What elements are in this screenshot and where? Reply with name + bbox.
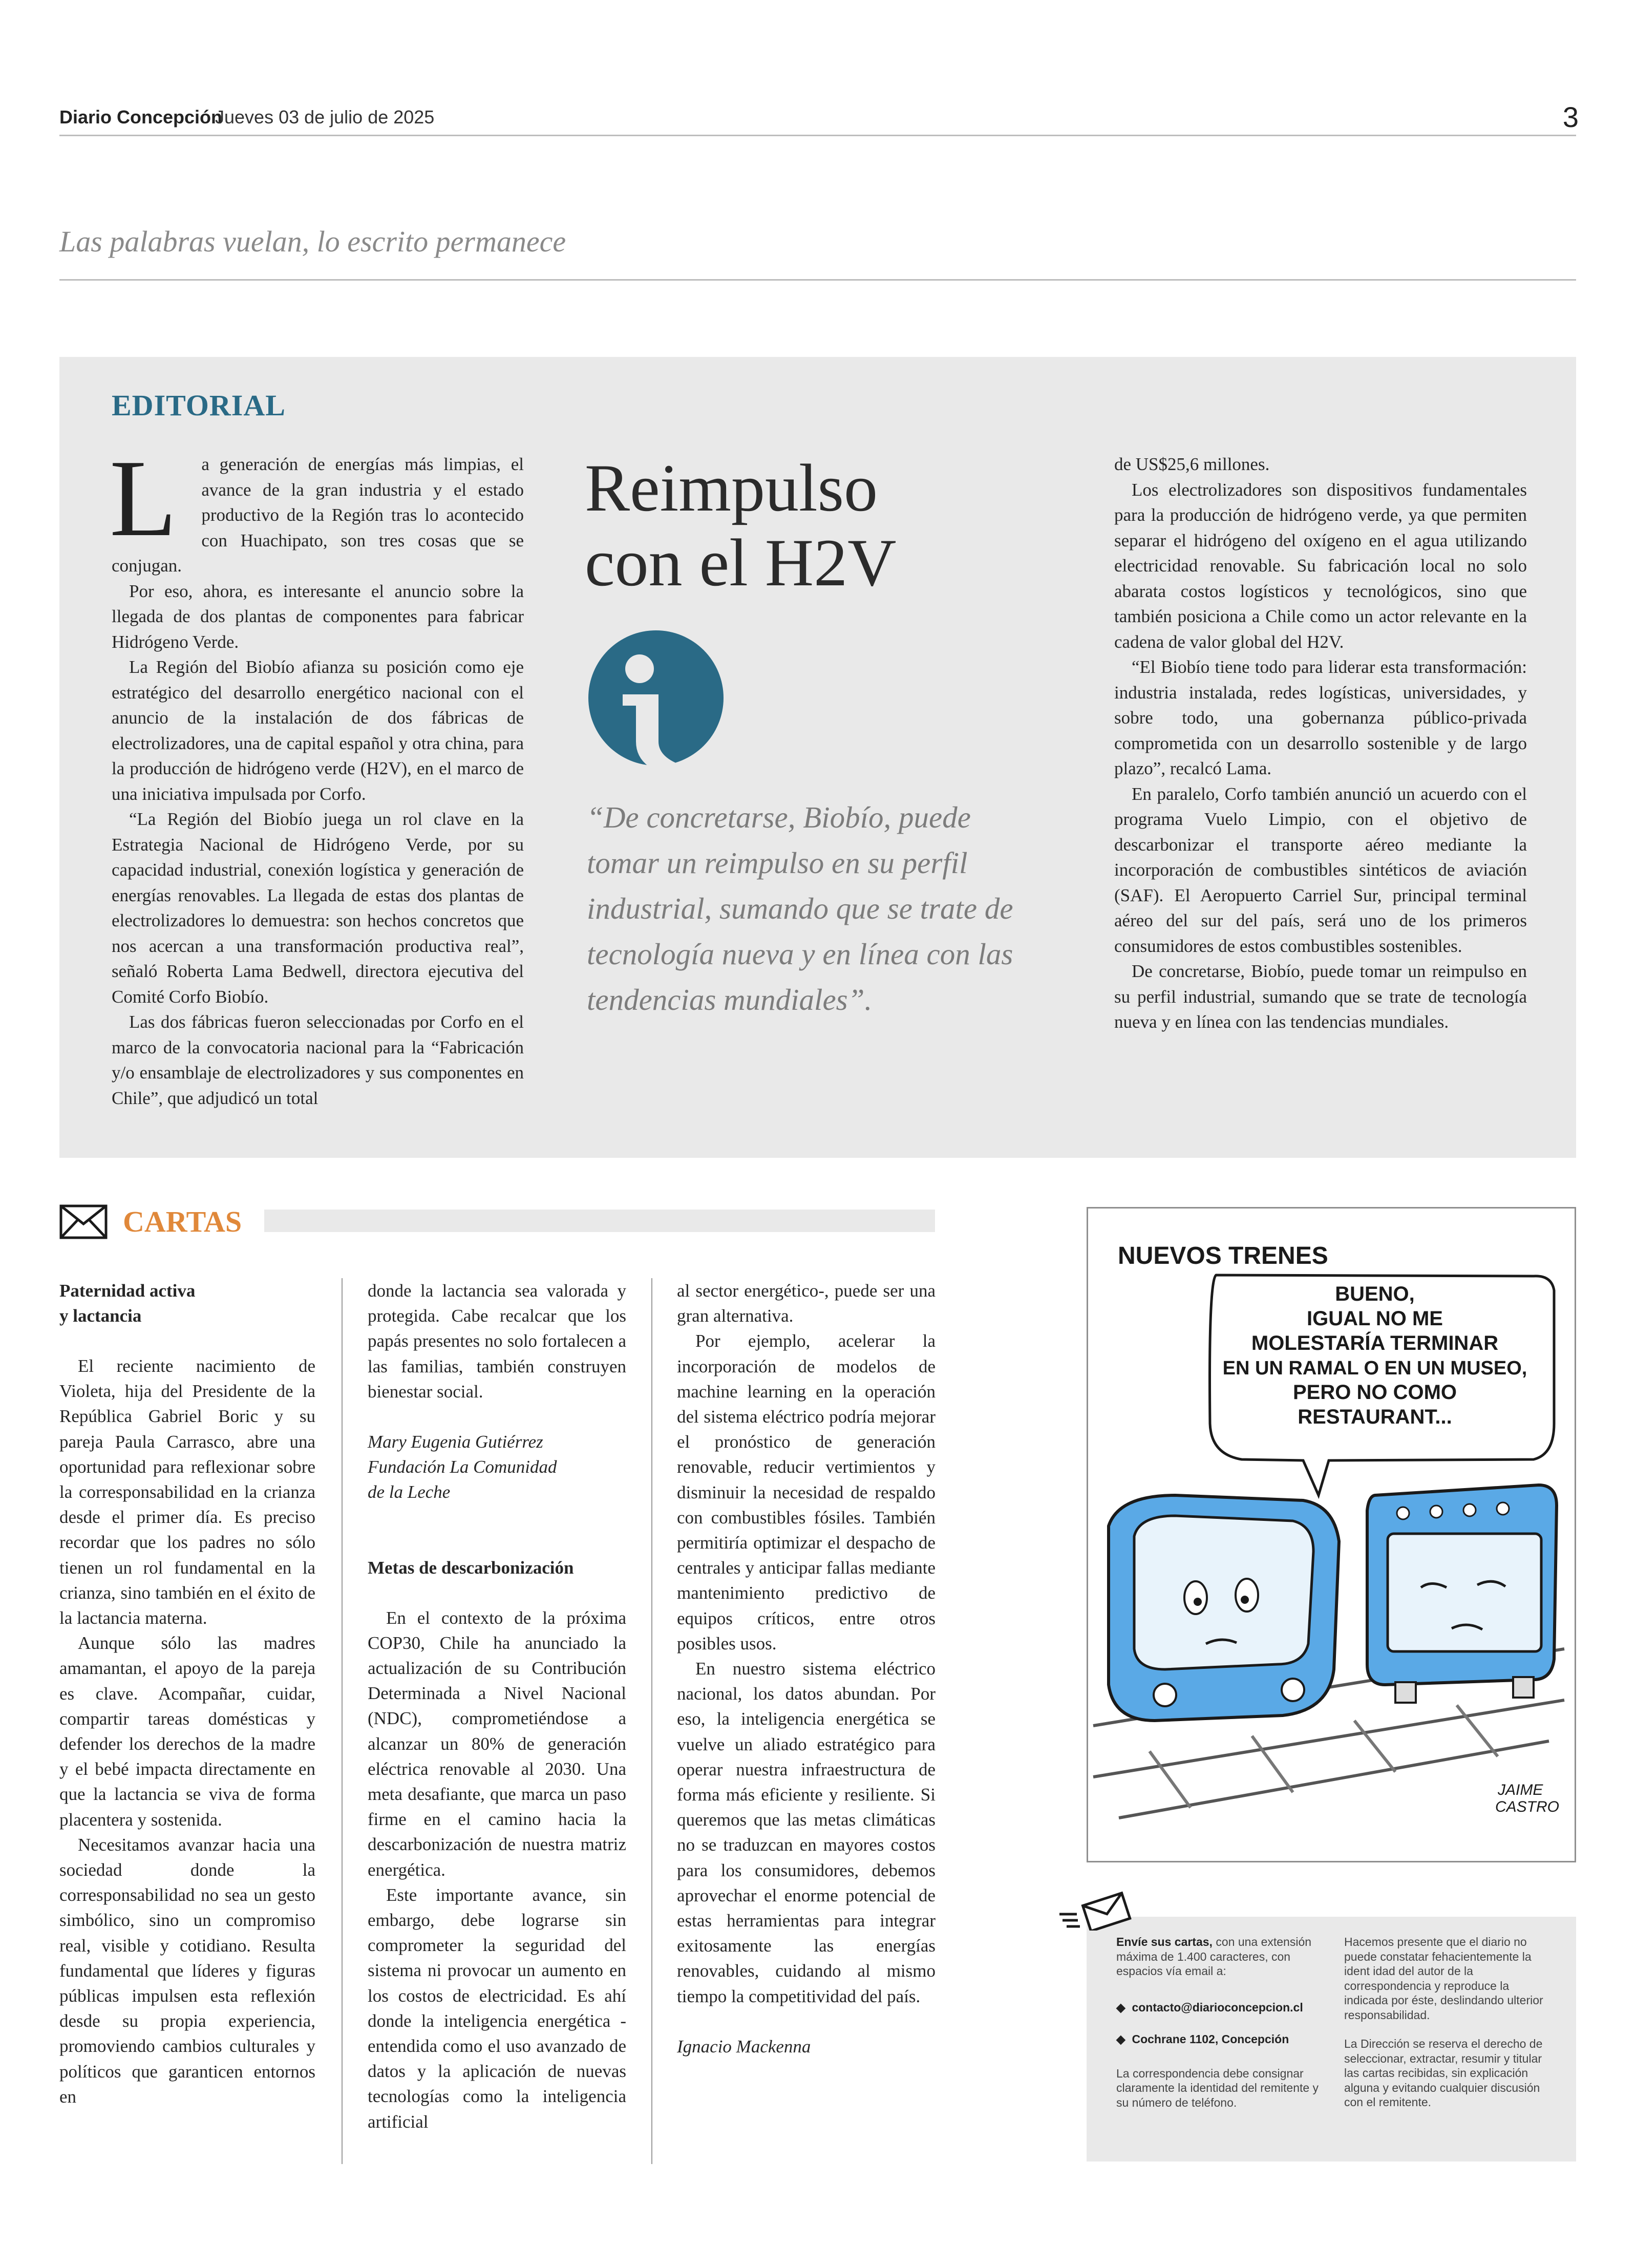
info-address: ◆ Cochrane 1102, Concepción [1116,2032,1289,2046]
info-note: La Dirección se reserva el derecho de seleccionar, extractar, resumir y titular las cartas recibidas, sin explicación alguna y evitando cualquier discusión con el remitente. [1344,2037,1543,2109]
speech-line: MOLESTARÍA TERMINAR [1251,1332,1499,1354]
newspaper-name: Diario Concepción [59,107,223,128]
editorial-title-line: con el H2V [585,525,897,600]
cartoonist-signature: CASTRO [1495,1798,1560,1815]
editorial-title-line: Reimpulso [585,450,878,525]
info-note: Hacemos presente que el diario no puede constatar fehacientemente la ident idad del autor de la correspondencia y reproduce la indicada por éste, deslindando ulterior responsabilidad. [1344,1935,1543,2022]
editorial-label: EDITORIAL [112,389,286,422]
cartoon-title: NUEVOS TRENES [1118,1242,1328,1269]
speech-line: RESTAURANT... [1298,1406,1452,1428]
cartas-header-bar [264,1210,935,1232]
letter-paragraph: Necesitamos avanzar hacia una sociedad donde la corresponsabilidad no sea un gesto simbólico, sino un compromiso real, visible y cotidiano. Resulta fundamental que líderes y figuras públicas impulsen esta reflexión desde su propia experiencia, promoviendo cambios culturales y políticos que garanticen entornos en [59,1834,315,2107]
letter-paragraph: Aunque sólo las madres amamantan, el apoyo de la pareja es clave. Acompañar, cuidar, compartir tareas domésticas y defender los derechos de la madre y el bebé impacta directamente en que la lactancia se viva de forma placentera y sostenida. [59,1633,315,1830]
envelope-icon [59,1204,108,1239]
letter-signature: Mary Eugenia Gutiérrez Fundación La Comunidad de la Leche [368,1432,557,1502]
info-email[interactable]: ◆ contacto@diarioconcepcion.cl [1116,2000,1303,2014]
editorial-paragraph: En paralelo, Corfo también anunció un acuerdo con el programa Vuelo Limpio, con el objetivo de descarbonizar el transporte aéreo mediante la incorporación de combustibles sintéticos de aviación (SAF). El Aeropuerto Carriel Sur, principal terminal aéreo del sur del país, será uno de los primeros consumidores de estos combustibles sostenibles. [1114,783,1527,956]
motto-rule [59,279,1576,281]
letters-column-1 [59,1278,315,2109]
letter-paragraph: En el contexto de la próxima COP30, Chile ha anunciado la actualización de su Contribución Determinada a Nivel Nacional (NDC), comprometiéndose a alcanzar un 80% de generación eléctrica renovable al 2030. Una meta desafiante, que marca un paso firme en el camino hacia la descarbonización de nuestra matriz energética. [368,1607,626,1880]
info-right-column [1344,1935,1554,2110]
letter-title: Metas de descarbonización [368,1557,574,1578]
page-number: 3 [1562,101,1579,133]
letters-column-2 [368,1278,626,2134]
letter-paragraph: En nuestro sistema eléctrico nacional, los datos abundan. Por eso, la inteligencia energética se vuelve un aliado estratégico para operar nuestra infraestructura de forma más eficiente y resiliente. Si queremos que las metas climáticas no se traduzcan en mayores costos para los consumidores, debemos aprovechar el enorme potencial de estas herramientas para integrar exitosamente las energías renovables, cuidando al mismo tiempo la competitividad del país. [677,1659,936,2006]
letter-paragraph: al sector energético-, puede ser una gran alternativa. [677,1281,936,1326]
editorial-paragraph: “La Región del Biobío juega un rol clave en la Estrategia Nacional de Hidrógeno Verde, por su capacidad industrial, conexión logística y generación de energías renovables. La llegada de estas dos plantas de electrolizadores lo demuestra: son hechos concretos que nos acercan a una transformación productiva real”, señaló Roberta Lama Bedwell, directora ejecutiva del Comité Corfo Biobío. [112,809,524,1007]
letter-paragraph: Este importante avance, sin embargo, debe lograrse sin comprometer la seguridad del sistema ni provocar un aumento en los costos de electricidad. Es ahí donde la inteligencia energética -entendida como el uso avanzado de datos y la aplicación de nuevas tecnologías como la inteligencia artificial [368,1884,626,2132]
column-divider [651,1278,652,2164]
editorial-paragraph: La Región del Biobío afianza su posición como eje estratégico del desarrollo energético nacional con el anuncio de la instalación de dos fábricas de electrolizadores, una de capital español y otra china, para la producción de hidrógeno verde (H2V), en el marco de una iniciativa impulsada por Corfo. [112,657,524,804]
issue-date: Jueves 03 de julio de 2025 [215,107,435,128]
envelope-icon [1057,1890,1134,1931]
speech-line: EN UN RAMAL O EN UN MUSEO, [1222,1358,1527,1379]
editorial-column-1 [110,437,524,1111]
letters-column-3 [677,1278,936,2059]
column-divider [342,1278,343,2164]
cartas-label: CARTAS [123,1205,242,1238]
letter-title: Paternidad activa y lactancia [59,1281,196,1326]
letter-signature: Ignacio Mackenna [677,2036,811,2057]
info-note: La correspondencia debe consignar claramente la identidad del remitente y su número de teléfono. [1116,2066,1319,2109]
header-rule [59,135,1576,136]
letter-paragraph: El reciente nacimiento de Violeta, hija del Presidente de la República Gabriel Boric y su pareja Paula Carrasco, abre una oportunidad para reflexionar sobre la corresponsabilidad en la crianza desde el primer día. Es preciso recordar que los padres no sólo tienen un rol fundamental en la crianza, sino también en el éxito de la lactancia materna. [59,1356,315,1628]
speech-line: BUENO, [1335,1283,1415,1305]
editorial-paragraph: Los electrolizadores son dispositivos fundamentales para la producción de hidrógeno verde, ya que permiten separar el hidrógeno del oxígeno en el agua utilizando electricidad renovable. Su fabricación local no solo abarata costos logísticos y tecnológicos, sino que también posiciona a Chile como un actor relevante en la cadena de valor global del H2V. [1114,479,1527,652]
speech-line: PERO NO COMO [1292,1381,1457,1404]
cartoon-drawing [1088,1209,1575,1861]
info-icon [587,629,725,767]
editorial-paragraph: de US$25,6 millones. [1114,454,1270,474]
editorial-paragraph: a generación de energías más limpias, el avance de la gran industria y el estado productivo de la Región tras lo acontecido con Huachipato, son tres cosas que se conjugan. [112,454,524,576]
drop-cap: L [110,437,177,559]
cartoonist-signature: JAIME [1498,1782,1543,1798]
editorial-paragraph: De concretarse, Biobío, puede tomar un reimpulso en su perfil industrial, sumando que se trate de tecnología nueva y en línea con las tendencias mundiales. [1114,961,1527,1032]
editorial-paragraph: Por eso, ahora, es interesante el anuncio sobre la llegada de dos plantas de componentes para fabricar Hidrógeno Verde. [112,581,524,652]
letter-paragraph: Por ejemplo, acelerar la incorporación de modelos de machine learning en la operación del sistema eléctrico podría mejorar el pronóstico de generación renovable, reducir vertimientos y disminuir la necesidad de respaldo con combustibles fósiles. También permitiría optimizar el despacho de centrales y anticipar fallas mediante mantenimiento predictivo de equipos críticos, entre otros posibles usos. [677,1331,936,1654]
editorial-paragraph: Las dos fábricas fueron seleccionadas por Corfo en el marco de la convocatoria nacional para la “Fabricación y/o ensamblaje de electrolizadores y sus componentes en Chile”, que adjudicó un total [112,1012,524,1108]
editorial-title [585,451,974,600]
editorial-column-3 [1114,452,1527,1035]
cartoon [1087,1207,1576,1862]
letter-paragraph: donde la lactancia sea valorada y protegida. Cabe recalcar que los papás presentes no solo fortalecen a las familias, también construyen bienestar social. [368,1281,626,1402]
info-lead: Envíe sus cartas, con una extensión máxima de 1.400 caracteres, con espacios vía email a: [1116,1935,1312,1978]
speech-line: IGUAL NO ME [1307,1307,1443,1330]
editorial-pull-quote: “De concretarse, Biobío, puede tomar un reimpulso en su perfil industrial, sumando que se trate de tecnología nueva y en línea con las tendencias mundiales”. [587,800,1013,1016]
info-left-column [1116,1935,1331,2110]
editorial-paragraph: “El Biobío tiene todo para liderar esta transformación: industria instalada, redes logísticas, universidades, y sobre todo, una gobernanza público-privada comprometida con un desarrollo sostenible y de largo plazo”, recalcó Lama. [1114,657,1527,778]
section-motto: Las palabras vuelan, lo escrito permanece [59,225,566,258]
